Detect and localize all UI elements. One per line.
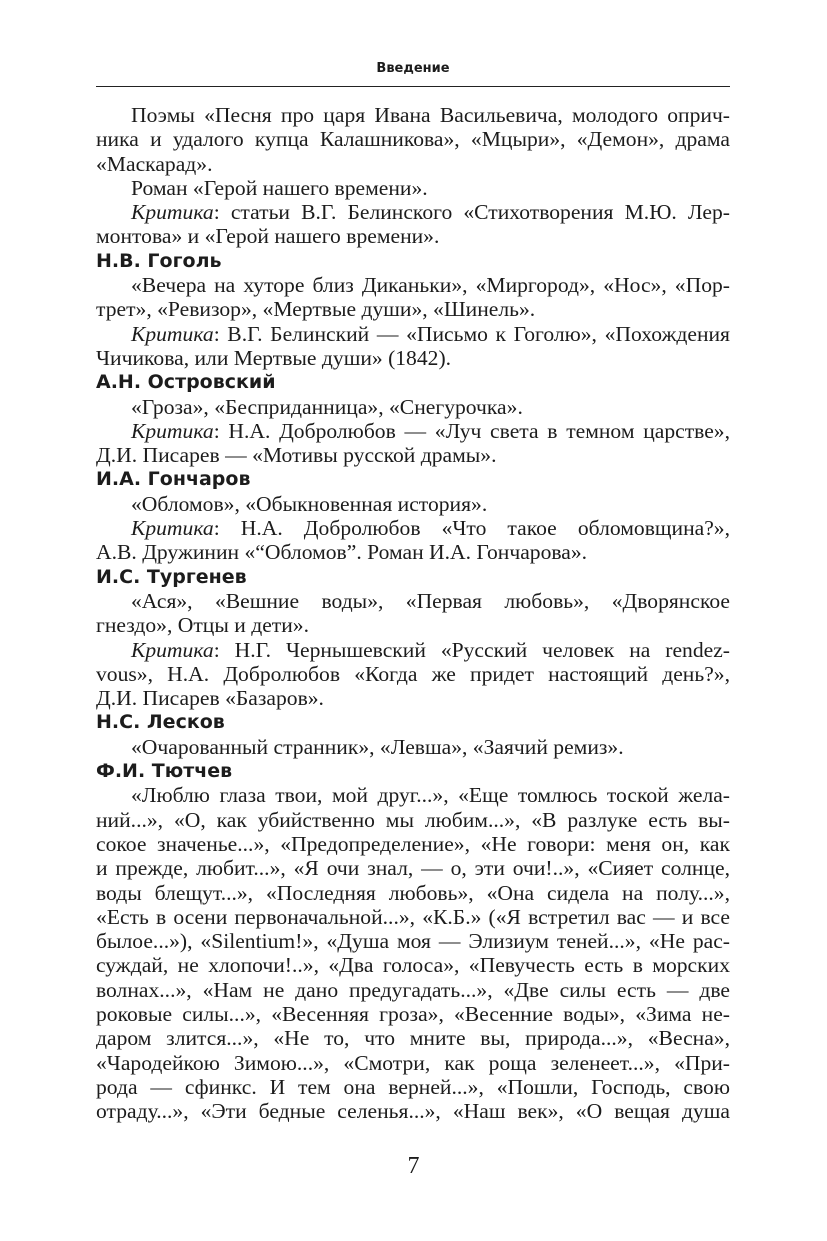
text-line [96, 492, 730, 516]
text-line [96, 273, 730, 297]
text-segment: «Есть в осени первоначальной...», «К.Б.» («Я встретил вас — и все [96, 904, 730, 929]
text-line [96, 613, 730, 637]
text-line [96, 395, 730, 419]
running-header: Введение [376, 61, 450, 76]
text-segment: Н.В. Гоголь [96, 249, 222, 272]
text-line [96, 589, 730, 613]
text-segment: «Очарованный странник», «Левша», «Заячий ремиз». [131, 734, 624, 759]
text-segment: «Вечера на хуторе близ Диканьки», «Миргород», «Нос», «Пор- [131, 273, 730, 298]
text-line [96, 808, 730, 832]
text-line [96, 297, 730, 321]
text-line [96, 638, 730, 662]
text-line [96, 953, 730, 977]
text-segment: отраду...», «Эти бедные селенья...», «Наш век», «О вещая душа [96, 1099, 730, 1124]
text-segment: А.Н. Островский [96, 371, 276, 394]
text-line [96, 1002, 730, 1026]
text-segment: роковые силы...», «Весенняя гроза», «Весенние воды», «Зима не- [96, 1001, 730, 1026]
text-segment: «Гроза», «Бесприданница», «Снегурочка». [131, 394, 523, 419]
text-segment: Поэмы «Песня про царя Ивана Васильевича, молодого оприч- [131, 103, 730, 127]
text-line [96, 1099, 730, 1123]
text-segment: волнах...», «Нам не дано предугадать...», «Две силы есть — две [96, 977, 730, 1002]
text-segment: «Обломов», «Обыкновенная история». [131, 491, 488, 516]
text-line [96, 735, 730, 759]
text-segment: И.А. Гончаров [96, 468, 251, 491]
author-heading [96, 467, 730, 491]
text-segment: Ф.И. Тютчев [96, 760, 233, 783]
text-line [96, 346, 730, 370]
text-segment: воды блещут...», «Последняя любовь», «Она сидела на полу...», [96, 880, 730, 905]
text-segment: «Ася», «Вешние воды», «Первая любовь», «Дворянское [131, 588, 730, 613]
text-segment: гнездо», Отцы и дети». [96, 613, 309, 638]
text-segment: ний...», «О, как убийственно мы любим...», «В разлуке есть вы- [96, 807, 730, 832]
text-line [96, 103, 730, 127]
text-segment: Чичикова, или Мертвые души» (1842). [96, 345, 452, 370]
text-segment: ника и удалого купца Калашникова», «Мцыри», «Демон», драма [96, 127, 730, 152]
author-heading [96, 759, 730, 783]
text-segment: Н.С. Лесков [96, 711, 225, 734]
text-line [96, 1051, 730, 1075]
text-line [96, 540, 730, 564]
text-line [96, 905, 730, 929]
text-line [96, 881, 730, 905]
text-line [96, 322, 730, 346]
text-segment: Роман «Герой нашего времени». [131, 175, 428, 200]
text-line [96, 783, 730, 807]
header-rule [96, 86, 730, 87]
text-segment: Д.И. Писарев «Базаров». [96, 686, 324, 711]
text-segment: : Н.А. Добролюбов «Что такое обломовщина?», [213, 516, 730, 541]
text-line [96, 832, 730, 856]
text-segment: А.В. Дружинин «“Обломов”. Роман И.А. Гончарова». [96, 540, 588, 565]
text-line [96, 929, 730, 953]
italic-term: Критика [131, 637, 214, 662]
text-line [96, 176, 730, 200]
author-heading [96, 370, 730, 394]
text-segment: суждай, не хлопочи!..», «Два голоса», «Певучесть есть в морских [96, 953, 730, 978]
body-text [96, 103, 730, 1123]
italic-term: Критика [131, 321, 214, 346]
text-segment: vous», Н.А. Добролюбов «Когда же придет настоящий день?», [96, 661, 730, 686]
text-segment: : В.Г. Белинский — «Письмо к Гоголю», «Похождения [213, 321, 730, 346]
text-segment: «Чародейкою Зимою...», «Смотри, как роща зеленеет...», «При- [96, 1050, 730, 1075]
text-segment: монтова» и «Герой нашего времени». [96, 224, 440, 249]
text-segment: даром злится...», «Не то, что мните вы, природа...», «Весна», [96, 1026, 730, 1051]
text-line [96, 224, 730, 248]
italic-term: Критика [131, 516, 214, 541]
text-segment: Д.И. Писарев — «Мотивы русской драмы». [96, 443, 497, 468]
text-line [96, 1075, 730, 1099]
text-segment: : Н.А. Добролюбов — «Луч света в темном царстве», [213, 418, 730, 443]
text-segment: «Люблю глаза твои, мой друг...», «Еще томлюсь тоской жела- [131, 783, 730, 808]
text-segment: рода — сфинкс. И тем она верней...», «Пошли, Господь, свою [96, 1074, 730, 1099]
text-segment: И.С. Тургенев [96, 565, 247, 588]
text-segment: трет», «Ревизор», «Мертвые души», «Шинель». [96, 297, 536, 322]
italic-term: Критика [131, 200, 214, 225]
author-heading [96, 249, 730, 273]
page-number: 7 [407, 1153, 420, 1179]
text-line [96, 516, 730, 540]
text-line [96, 856, 730, 880]
text-line [96, 152, 730, 176]
text-segment: «Маскарад». [96, 151, 213, 176]
text-line [96, 1026, 730, 1050]
text-segment: и прежде, любит...», «Я очи знал, — о, эти очи!..», «Сияет солнце, [96, 856, 730, 881]
text-segment: : статьи В.Г. Белинского «Стихотворения М.Ю. Лер- [213, 200, 730, 225]
text-line [96, 200, 730, 224]
text-segment: сокое значенье...», «Предопределение», «Не говори: меня он, как [96, 831, 730, 856]
text-line [96, 419, 730, 443]
text-line [96, 662, 730, 686]
text-line [96, 978, 730, 1002]
text-line [96, 127, 730, 151]
text-line [96, 686, 730, 710]
italic-term: Критика [131, 418, 214, 443]
text-segment: : Н.Г. Чернышевский «Русский человек на rendez- [213, 637, 730, 662]
author-heading [96, 710, 730, 734]
author-heading [96, 565, 730, 589]
text-segment: былое...»), «Silentium!», «Душа моя — Элизиум теней...», «Не рас- [96, 929, 730, 954]
text-line [96, 443, 730, 467]
